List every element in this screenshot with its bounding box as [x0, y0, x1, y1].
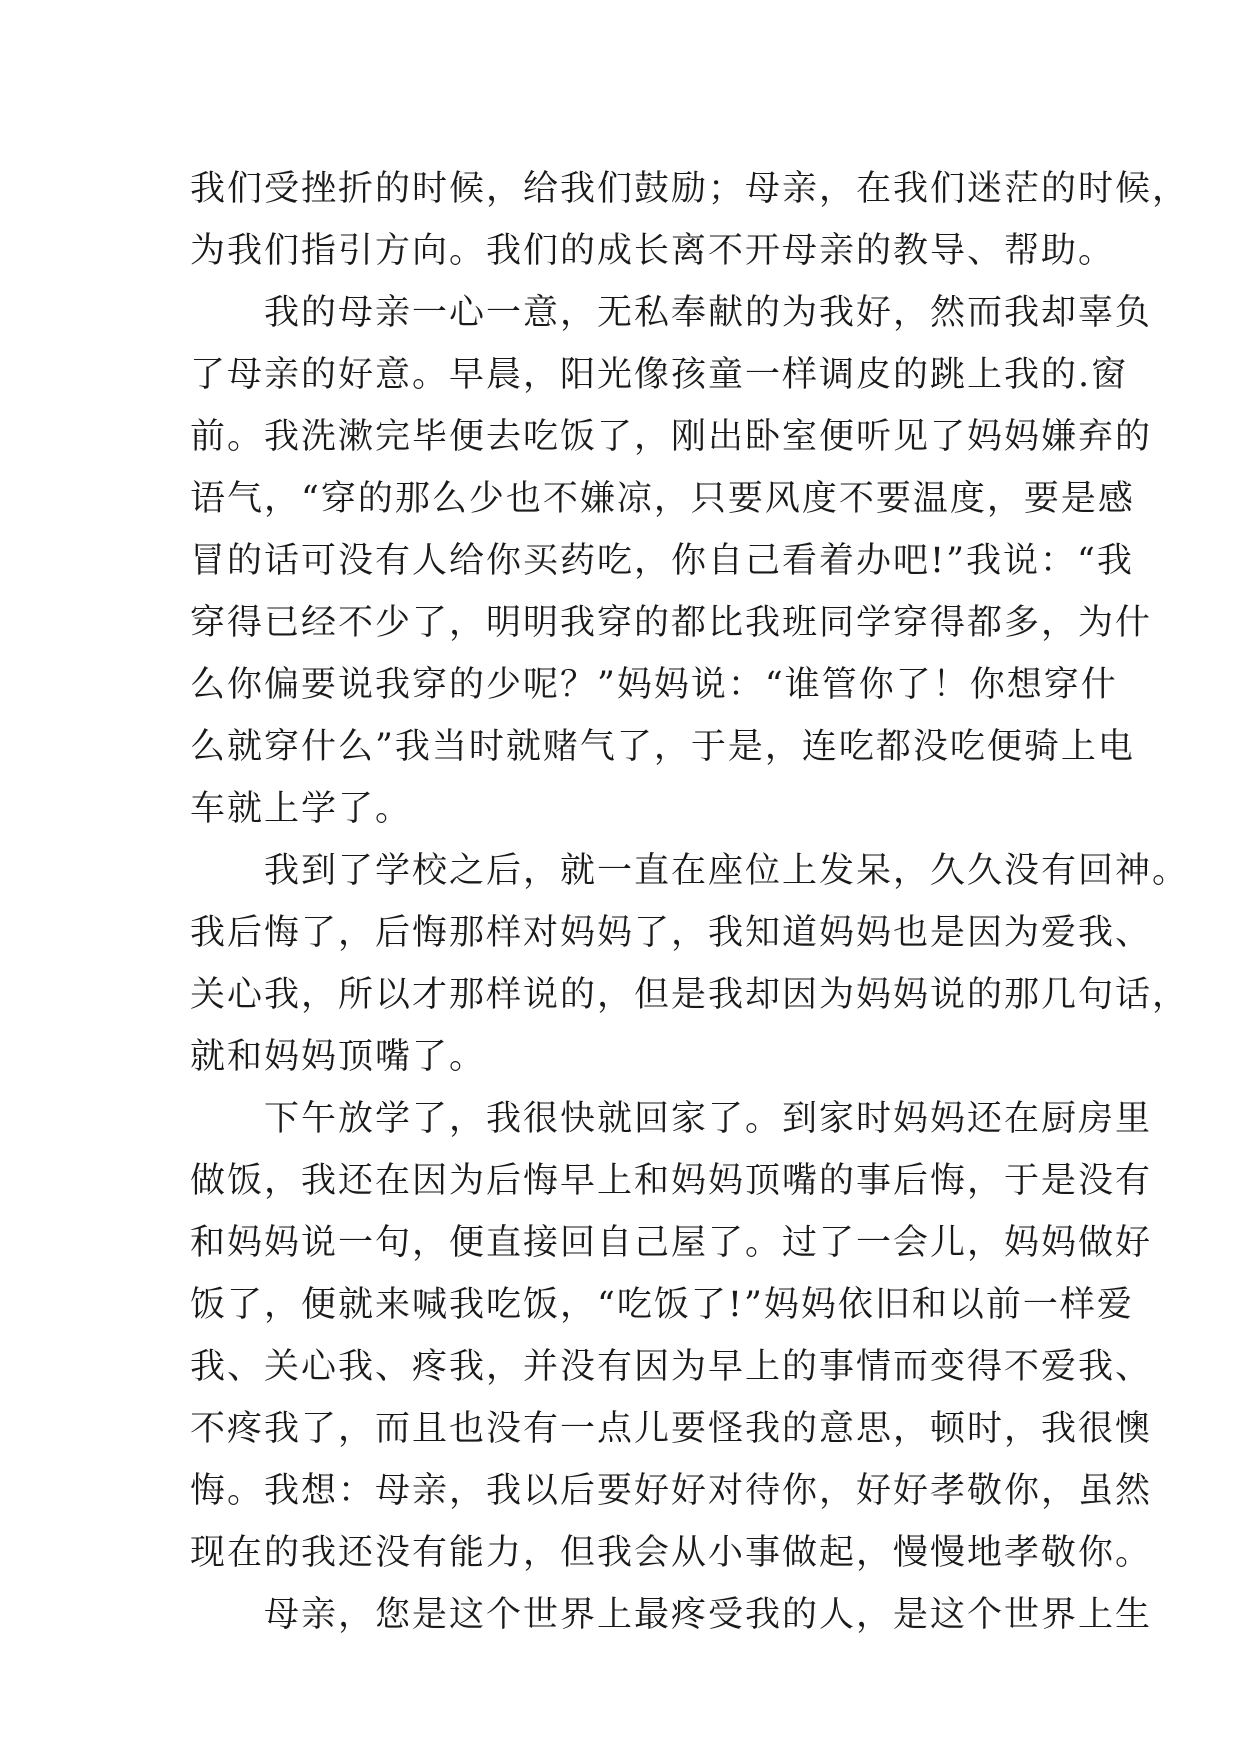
- text-line: 关心我，所以才那样说的，但是我却因为妈妈说的那几句话，: [190, 975, 1190, 1015]
- text-line: 么你偏要说我穿的少呢？”妈妈说：“谁管你了！你想穿什: [190, 665, 1118, 705]
- text-line: 现在的我还没有能力，但我会从小事做起，慢慢地孝敬你。: [190, 1533, 1153, 1573]
- text-line: 就和妈妈顶嘴了。: [190, 1037, 487, 1077]
- text-line: 我们受挫折的时候，给我们鼓励；母亲，在我们迷茫的时候，: [190, 169, 1190, 209]
- text-line: 我的母亲一心一意，无私奉献的为我好，然而我却辜负: [190, 293, 1153, 333]
- text-line: 车就上学了。: [190, 789, 413, 829]
- text-line: 我、关心我、疼我，并没有因为早上的事情而变得不爱我、: [190, 1347, 1153, 1387]
- text-line: 了母亲的好意。早晨，阳光像孩童一样调皮的跳上我的.窗: [190, 355, 1129, 395]
- text-line: 饭了，便就来喊我吃饭，“吃饭了!”妈妈依旧和以前一样爱: [190, 1285, 1134, 1325]
- text-line: 语气，“穿的那么少也不嫌凉，只要风度不要温度，要是感: [190, 479, 1135, 519]
- text-line: 冒的话可没有人给你买药吃，你自己看着办吧!”我说：“我: [190, 541, 1134, 581]
- text-line: 下午放学了，我很快就回家了。到家时妈妈还在厨房里: [190, 1099, 1153, 1139]
- text-line: 做饭，我还在因为后悔早上和妈妈顶嘴的事后悔，于是没有: [190, 1161, 1153, 1201]
- text-line: 悔。我想：母亲，我以后要好好对待你，好好孝敬你，虽然: [190, 1471, 1153, 1511]
- text-line: 我后悔了，后悔那样对妈妈了，我知道妈妈也是因为爱我、: [190, 913, 1153, 953]
- text-line: 不疼我了，而且也没有一点儿要怪我的意思，顿时，我很懊: [190, 1409, 1153, 1449]
- text-line: 前。我洗漱完毕便去吃饭了，刚出卧室便听见了妈妈嫌弃的: [190, 417, 1153, 457]
- text-line: 么就穿什么”我当时就赌气了，于是，连吃都没吃便骑上电: [190, 727, 1135, 767]
- text-line: 穿得已经不少了，明明我穿的都比我班同学穿得都多，为什: [190, 603, 1153, 643]
- text-line: 母亲，您是这个世界上最疼受我的人，是这个世界上生: [190, 1595, 1153, 1635]
- text-line: 我到了学校之后，就一直在座位上发呆，久久没有回神。: [190, 851, 1190, 891]
- text-line: 为我们指引方向。我们的成长离不开母亲的教导、帮助。: [190, 231, 1116, 271]
- text-line: 和妈妈说一句，便直接回自己屋了。过了一会儿，妈妈做好: [190, 1223, 1153, 1263]
- document-body: [190, 158, 1190, 1646]
